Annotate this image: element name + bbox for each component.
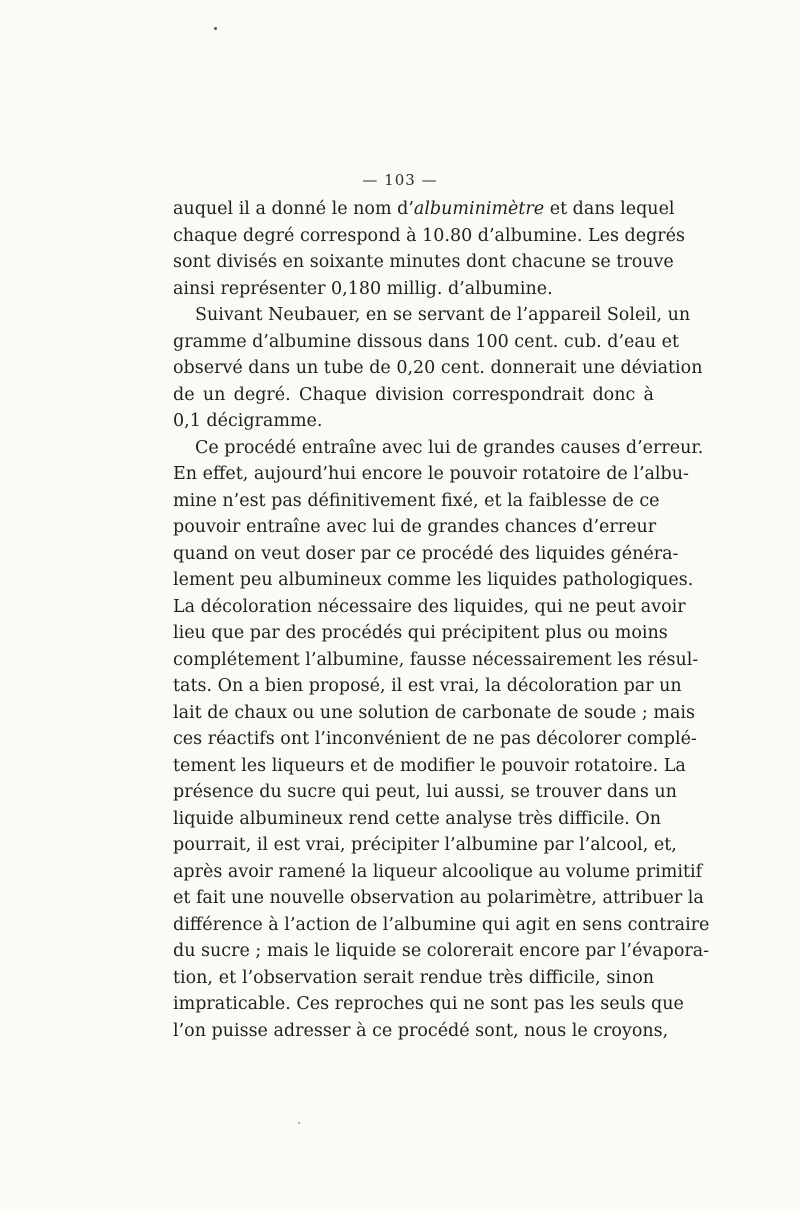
text-line: liquide albumineux rend cette analyse très difficile. On bbox=[173, 808, 662, 829]
text-line: auquel il a donné le nom d’albuminimètre et dans lequel bbox=[173, 199, 675, 219]
text-line: présence du sucre qui peut, lui aussi, se trouver dans un bbox=[173, 782, 677, 802]
text-line: En effet, aujourd’hui encore le pouvoir rotatoire de l’albu- bbox=[173, 464, 689, 484]
body-text bbox=[173, 196, 710, 1044]
text-line: 0,1 décigramme. bbox=[173, 411, 323, 431]
text-line: de un degré. Chaque division correspondrait donc à bbox=[173, 384, 654, 405]
text-line: tion, et l’observation serait rendue très difficile, sinon bbox=[173, 967, 654, 988]
text-line: gramme d’albumine dissous dans 100 cent. cub. d’eau et bbox=[173, 331, 680, 352]
text-line: Ce procédé entraîne avec lui de grandes causes d’erreur. bbox=[195, 437, 704, 458]
text-line: l’on puisse adresser à ce procédé sont, nous le croyons, bbox=[173, 1020, 669, 1041]
text-line: Suivant Neubauer, en se servant de l’appareil Soleil, un bbox=[195, 305, 691, 325]
text-line: différence à l’action de l’albumine qui agit en sens contraire bbox=[173, 914, 710, 935]
text-line: après avoir ramené la liqueur alcoolique au volume primitif bbox=[173, 861, 703, 882]
text-line: mine n’est pas définitivement fixé, et la faiblesse de ce bbox=[173, 490, 660, 511]
text-line: chaque degré correspond à 10.80 d’albumine. Les degrés bbox=[173, 225, 685, 246]
page-number: — 103 — bbox=[362, 171, 438, 189]
text-line: du sucre ; mais le liquide se colorerait encore par l’évapora- bbox=[173, 941, 710, 961]
text-line: pourrait, il est vrai, précipiter l’albumine par l’alcool, et, bbox=[173, 835, 677, 855]
text-line: observé dans un tube de 0,20 cent. donnerait une déviation bbox=[173, 358, 703, 378]
ink-speck bbox=[214, 27, 217, 30]
text-line: lait de chaux ou une solution de carbonate de soude ; mais bbox=[173, 702, 695, 723]
text-line: complétement l’albumine, fausse nécessairement les résul- bbox=[173, 649, 699, 670]
text-line: pouvoir entraîne avec lui de grandes chances d’erreur bbox=[173, 517, 657, 537]
text-line: ainsi représenter 0,180 millig. d’albumine. bbox=[173, 278, 553, 299]
text-line: ces réactifs ont l’inconvénient de ne pas décolorer complé- bbox=[173, 729, 697, 749]
text-line: tats. On a bien proposé, il est vrai, la décoloration par un bbox=[173, 676, 682, 696]
text-line: sont divisés en soixante minutes dont chacune se trouve bbox=[173, 252, 674, 272]
ink-speck bbox=[298, 1122, 300, 1124]
text-line: lement peu albumineux comme les liquides pathologiques. bbox=[173, 570, 694, 590]
text-line: quand on veut doser par ce procédé des liquides généra- bbox=[173, 543, 679, 564]
text-line: et fait une nouvelle observation au polarimètre, attribuer la bbox=[173, 888, 704, 908]
text-line: lieu que par des procédés qui précipitent plus ou moins bbox=[173, 623, 668, 643]
italic-term: albuminimètre bbox=[413, 199, 545, 219]
text-line: tement les liqueurs et de modifier le pouvoir rotatoire. La bbox=[173, 755, 686, 776]
text-line: La décoloration nécessaire des liquides, qui ne peut avoir bbox=[173, 596, 686, 617]
text-line: impraticable. Ces reproches qui ne sont pas les seuls que bbox=[173, 994, 684, 1014]
